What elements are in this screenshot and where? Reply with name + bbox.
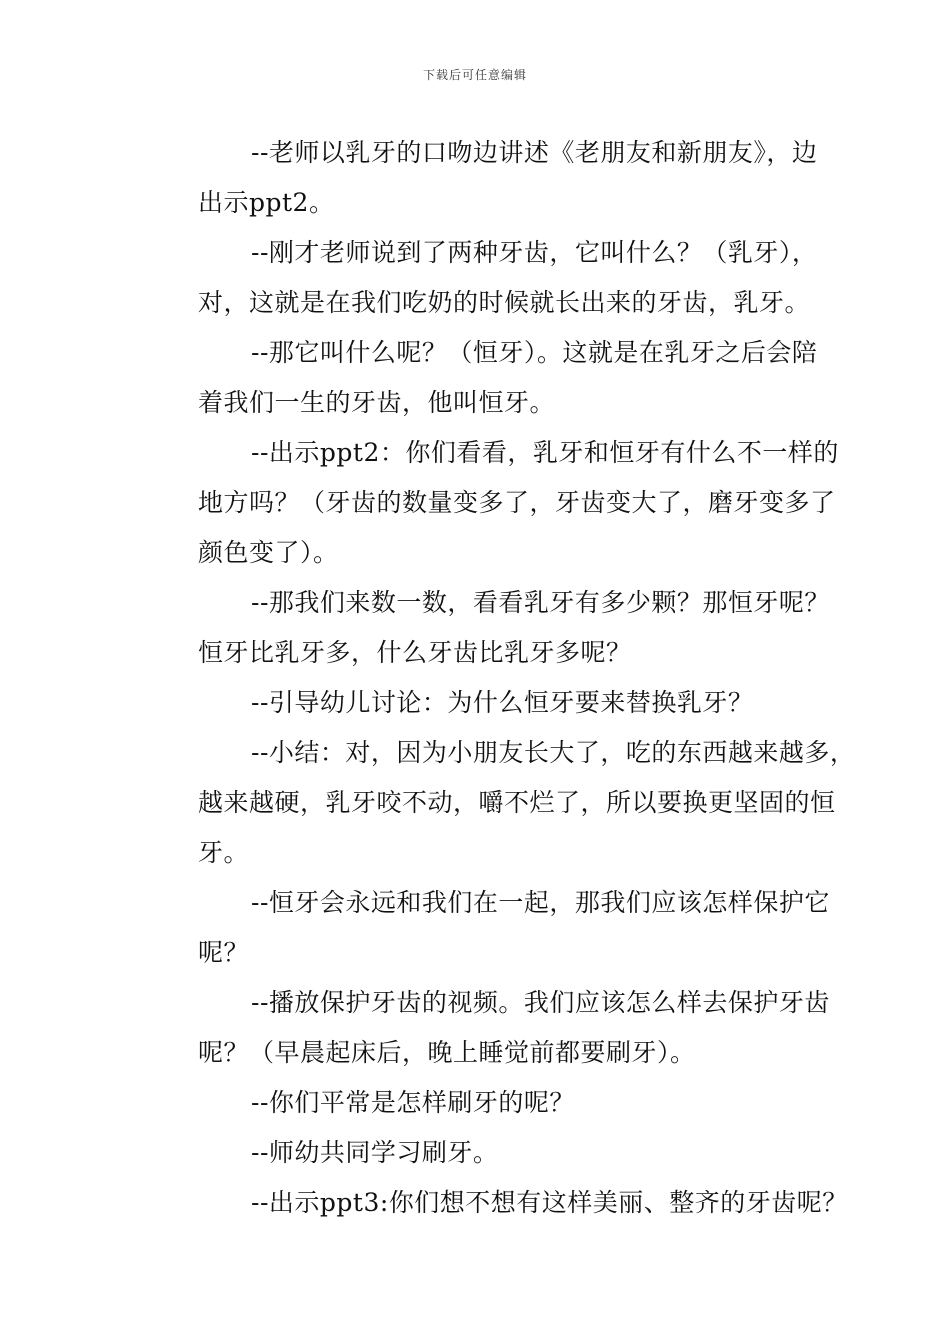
paragraph-line: --师幼共同学习刷牙。 [251, 1138, 499, 1167]
paragraph-line: 越来越硬，乳牙咬不动，嚼不烂了，所以要换更坚固的恒 [198, 788, 836, 817]
paragraph-11 [145, 1128, 815, 1178]
paragraph-line: --播放保护牙齿的视频。我们应该怎么样去保护牙齿 [251, 988, 830, 1017]
paragraph-9 [145, 978, 830, 1078]
paragraph-line: --刚才老师说到了两种牙齿，它叫什么？（乳牙）， [251, 238, 818, 267]
paragraph-6 [145, 678, 815, 728]
paragraph-line: 对，这就是在我们吃奶的时候就长出来的牙齿，乳牙。 [198, 288, 811, 317]
paragraph-line: 颜色变了）。 [198, 538, 339, 567]
paragraph-3 [145, 328, 818, 428]
paragraph-line: 呢？ [198, 938, 250, 967]
paragraph-line: --小结：对，因为小朋友长大了，吃的东西越来越多， [251, 738, 856, 767]
paragraph-line: --那它叫什么呢？（恒牙）。这就是在乳牙之后会陪 [251, 338, 818, 367]
page-header: 下载后可任意编辑 [422, 68, 527, 82]
paragraph-line: --老师以乳牙的口吻边讲述《老朋友和新朋友》，边 [251, 138, 818, 167]
paragraph-line: --你们平常是怎样刷牙的呢？ [251, 1088, 575, 1117]
paragraph-line: 呢？（早晨起床后，晚上睡觉前都要刷牙）。 [198, 1038, 696, 1067]
paragraph-10 [145, 1078, 815, 1128]
paragraph-line: 恒牙比乳牙多，什么牙齿比乳牙多呢？ [198, 638, 632, 667]
paragraph-line: --出示ppt2：你们看看，乳牙和恒牙有什么不一样的 [251, 438, 839, 467]
paragraph-12 [145, 1178, 848, 1228]
paragraph-line: --引导幼儿讨论：为什么恒牙要来替换乳牙？ [251, 688, 754, 717]
paragraph-4 [145, 428, 839, 578]
paragraph-line: 牙。 [198, 838, 250, 867]
paragraph-line: --那我们来数一数，看看乳牙有多少颗？那恒牙呢？ [251, 588, 830, 617]
paragraph-line: --出示ppt3:你们想不想有这样美丽、整齐的牙齿呢？ [251, 1188, 848, 1217]
document-body [145, 128, 856, 1228]
paragraph-8 [145, 878, 830, 978]
paragraph-line: 地方吗？（牙齿的数量变多了，牙齿变大了，磨牙变多了 [198, 488, 836, 517]
paragraph-2 [145, 228, 818, 328]
paragraph-5 [145, 578, 830, 678]
paragraph-7 [145, 728, 856, 878]
paragraph-line: 出示ppt2。 [198, 188, 335, 217]
paragraph-line: 着我们一生的牙齿，他叫恒牙。 [198, 388, 556, 417]
paragraph-line: --恒牙会永远和我们在一起，那我们应该怎样保护它 [251, 888, 830, 917]
paragraph-1 [145, 128, 818, 228]
